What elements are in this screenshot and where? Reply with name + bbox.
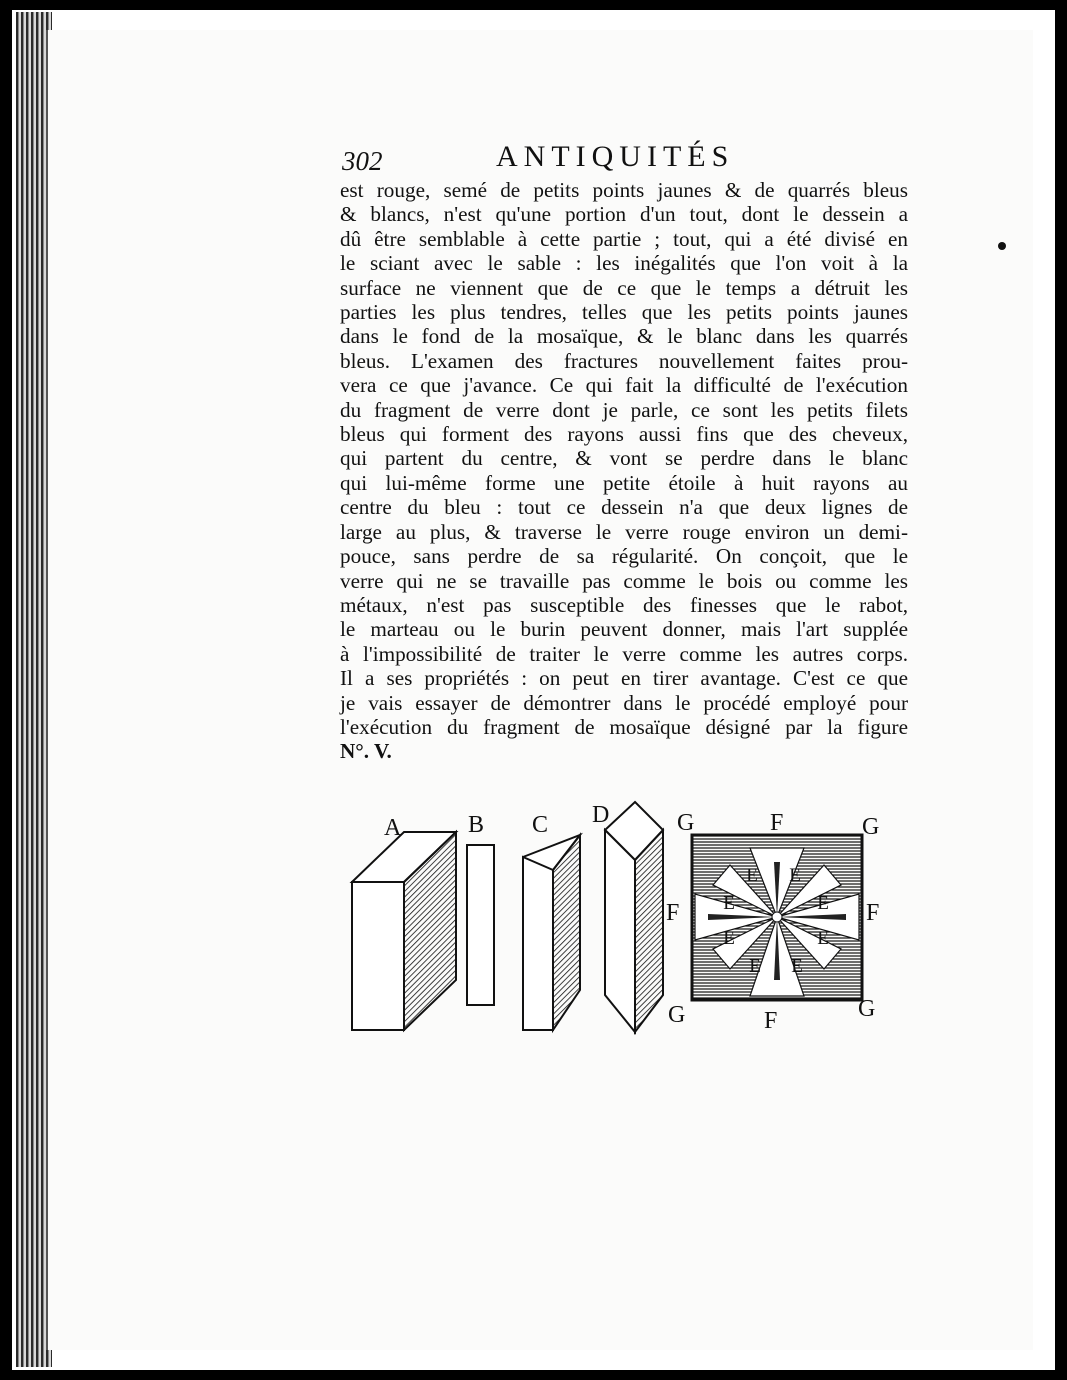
text-line: parties les plus tendres, telles que les petits points jaunes — [340, 300, 908, 325]
figure-label-e: E — [789, 865, 801, 886]
text-line: qui partent du centre, & vont se perdre dans le blanc — [340, 446, 908, 471]
page-header — [342, 140, 902, 180]
figure-label-f-top: F — [770, 810, 784, 836]
text-line: pouce, sans perdre de sa régularité. On conçoit, que le — [340, 544, 908, 569]
running-title: ANTIQUITÉS — [496, 140, 735, 173]
figure-label-e: E — [817, 928, 829, 949]
text-line: métaux, n'est pas susceptible des finesses que le rabot, — [340, 592, 908, 617]
text-line: du fragment de verre dont je parle, ce sont les petits filets — [340, 397, 908, 422]
text-line: le sciant avec le sable : les inégalités que l'on voit à la — [340, 251, 908, 276]
prism-a — [352, 832, 456, 1030]
text-line: à l'impossibilité de traiter le verre comme les autres corps. — [340, 641, 908, 666]
text-line: dans le fond de la mosaïque, & le blanc dans les quarrés — [340, 324, 908, 349]
text-line: N°. V. — [340, 739, 392, 764]
figure-label-e: E — [746, 865, 758, 886]
text-line: qui lui-même forme une petite étoile à huit rayons au — [340, 470, 908, 495]
figure-label-e: E — [749, 956, 761, 977]
page-number: 302 — [342, 146, 383, 176]
text-line: bleus qui forment des rayons aussi fins que des cheveux, — [340, 422, 908, 447]
text-line: Il a ses propriétés : on peut en tirer avantage. C'est ce que — [340, 666, 908, 691]
text-line: est rouge, semé de petits points jaunes & de quarrés bleus — [340, 178, 908, 202]
figure-label-f-bottom: F — [764, 1008, 778, 1034]
figure-label-g-bottom-right: G — [858, 996, 876, 1022]
figure-label-e: E — [791, 956, 803, 977]
text-line: je vais essayer de démontrer dans le procédé employé pour — [340, 690, 908, 715]
ink-spot — [998, 242, 1006, 250]
plate-b — [467, 845, 494, 1005]
text-line: l'exécution du fragment de mosaïque désigné par la figure — [340, 714, 908, 739]
figure-label-c: C — [532, 812, 549, 838]
text-line: vera ce que j'avance. Ce qui fait la difficulté de l'exécution — [340, 373, 908, 398]
figure-label-f-left: F — [666, 900, 680, 926]
mosaic-square — [692, 835, 862, 1000]
prism-d — [605, 802, 663, 1032]
text-line: large au plus, & traverse le verre rouge environ un demi- — [340, 519, 908, 544]
text-line: bleus. L'examen des fractures nouvellement faites prou- — [340, 348, 908, 373]
figure-label-a: A — [384, 815, 402, 841]
text-line: surface ne viennent que de ce que le temps a détruit les — [340, 275, 908, 300]
text-line: centre du bleu : tout ce dessein n'a que deux lignes de — [340, 495, 908, 520]
text-line: le marteau ou le burin peuvent donner, mais l'art supplée — [340, 617, 908, 642]
text-line: verre qui ne se travaille pas comme le bois ou comme les — [340, 568, 908, 593]
figure-label-g-top-right: G — [862, 814, 880, 840]
figure-label-e: E — [723, 928, 735, 949]
figure-label-f-right: F — [866, 900, 880, 926]
figure-label-d: D — [592, 802, 610, 828]
figure-label-g-bottom-left: G — [668, 1002, 686, 1028]
prism-c — [523, 835, 580, 1030]
mosaic-figure — [330, 790, 890, 1050]
text-line: & blancs, n'est qu'une portion d'un tout, dont le dessein a — [340, 202, 908, 227]
body-paragraph — [340, 178, 908, 764]
text-line: dû être semblable à cette partie ; tout, qui a été divisé en — [340, 226, 908, 251]
figure-label-g-top-left: G — [677, 810, 695, 836]
figure-label-b: B — [468, 812, 485, 838]
figure-label-e: E — [723, 893, 735, 914]
figure-label-e: E — [817, 893, 829, 914]
